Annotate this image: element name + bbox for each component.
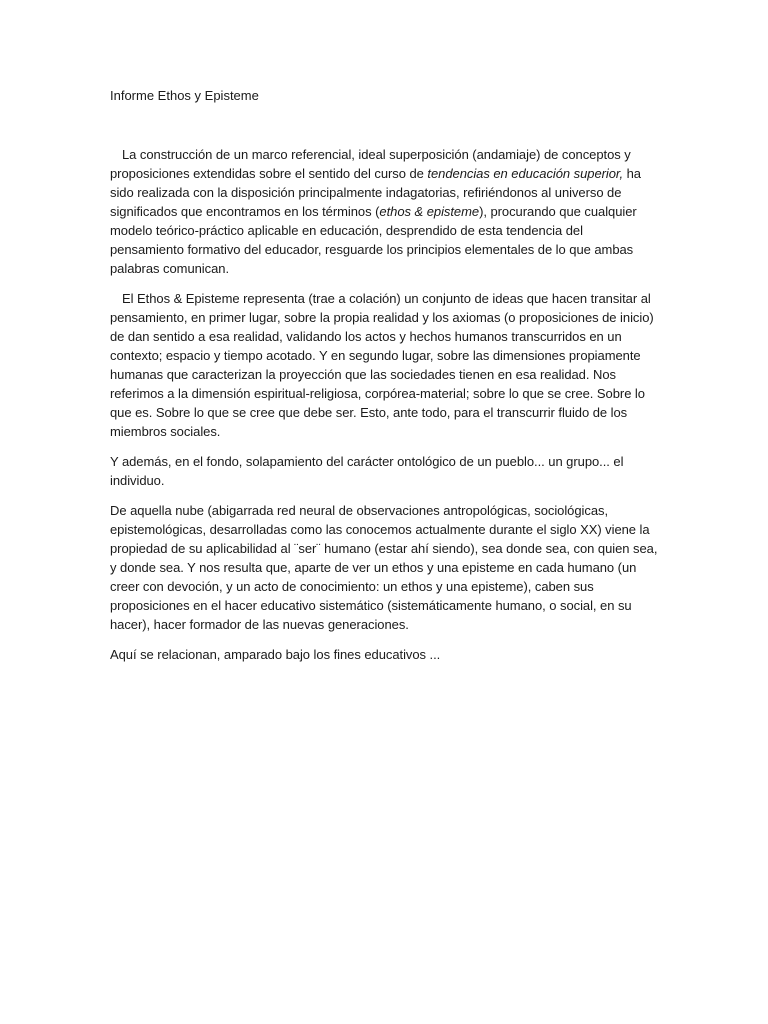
paragraph-5: Aquí se relacionan, amparado bajo los fines educativos ... (110, 647, 441, 662)
paragraph-1-text-a: La construcción de un marco referencial, ideal superposición (andamiaje) de conceptos y proposiciones extendidas sobre el sentido del curso de (110, 147, 631, 181)
paragraph-3: Y además, en el fondo, solapamiento del carácter ontológico de un pueblo... un grupo... el individuo. (110, 454, 624, 488)
paragraph-1-text-c: ha sido realizada con la disposición principalmente indagatorias, refiriéndonos al universo de significados que encontramos en los términos ( (110, 166, 641, 219)
paragraph-1-italic-course: tendencias en educación superior, (427, 166, 624, 181)
paragraph-4: De aquella nube (abigarrada red neural de observaciones antropológicas, sociológicas, epistemológicas, desarrolladas como las conocemos actualmente durante el siglo XX) viene la propiedad de su aplicabilidad al ¨ser¨ humano (estar ahí siendo), sea donde sea, con quien sea, y donde sea. Y nos resulta que, aparte de ver un ethos y una episteme en cada humano (un creer con devoción, y un acto de conocimiento: un ethos y una episteme), caben sus proposiciones en el hacer educativo sistemático (sistemáticamente humano, o social, en su hacer), hacer formador de las nuevas generaciones. (110, 503, 658, 632)
paragraph-1-italic-terms: ethos & episteme (379, 204, 480, 219)
paragraph-1-text-e: ), procurando que cualquier modelo teórico-práctico aplicable en educación, desprendido de esta tendencia del pensamiento formativo del educador, resguarde los principios elementales de lo que ambas palabras comunican. (110, 204, 637, 276)
paragraph-1 (110, 145, 660, 278)
paragraph-2: El Ethos & Episteme representa (trae a colación) un conjunto de ideas que hacen transitar al pensamiento, en primer lugar, sobre la propia realidad y los axiomas (o proposiciones de inicio) de dan sentido a esa realidad, validando los actos y hechos humanos transcurridos en un contexto; espacio y tiempo acotado. Y en segundo lugar, sobre las dimensiones propiamente humanas que caracterizan la proyección que las sociedades tienen en esa realidad. Nos referimos a la dimensión espiritual-religiosa, corpórea-material; sobre lo que se cree. Sobre lo que es. Sobre lo que se cree que debe ser. Esto, ante todo, para el transcurrir fluido de los miembros sociales. (110, 291, 654, 439)
document-title: Informe Ethos y Episteme (110, 88, 259, 103)
